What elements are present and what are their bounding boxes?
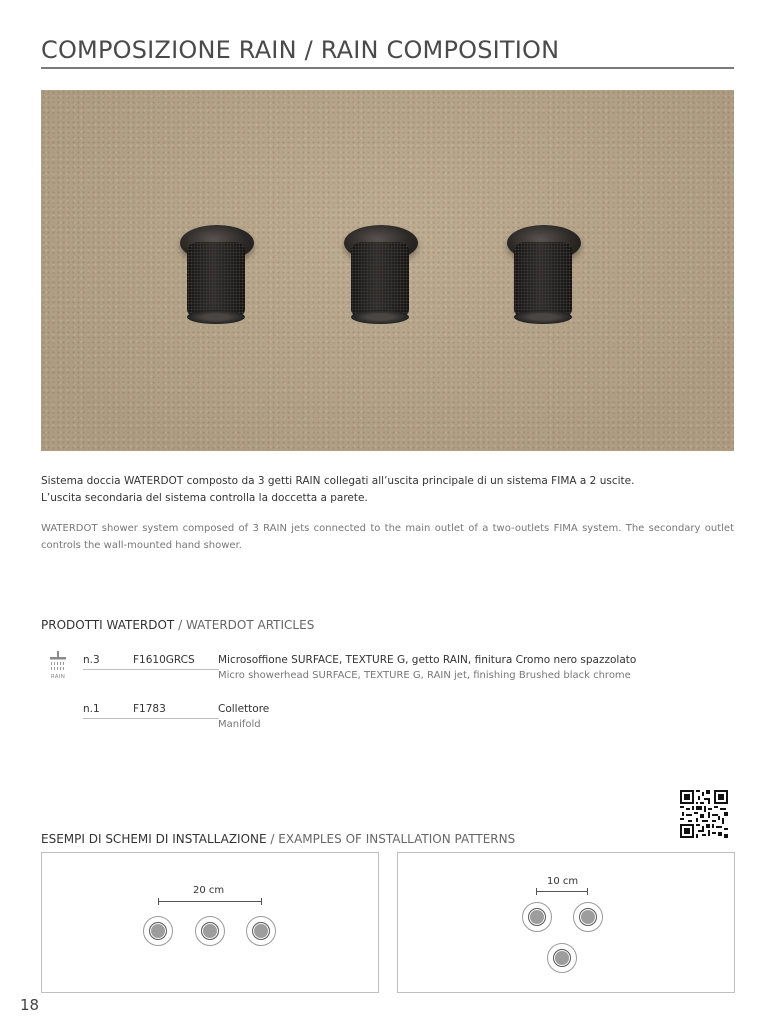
installation-heading-en: EXAMPLES OF INSTALLATION PATTERNS	[278, 832, 516, 846]
nozzle-symbol	[195, 916, 225, 946]
title-en: RAIN COMPOSITION	[320, 36, 560, 64]
nozzle-symbol	[573, 902, 603, 932]
nozzle-symbol	[246, 916, 276, 946]
installation-heading	[41, 832, 515, 846]
products-heading-en: WATERDOT ARTICLES	[185, 618, 315, 632]
dimension-label: 10 cm	[547, 876, 579, 887]
qr-code[interactable]	[680, 790, 728, 838]
installation-heading-separator: /	[266, 832, 279, 846]
description-italian	[41, 473, 734, 507]
description-it-line: Sistema doccia WATERDOT composto da 3 getti RAIN collegati all’uscita principale di un sistema FIMA a 2 uscite.	[41, 475, 635, 487]
installation-pattern-row	[41, 852, 379, 993]
nozzle-symbol	[547, 943, 577, 973]
shower-jet	[178, 225, 256, 325]
page-number: 18	[20, 996, 40, 1014]
dimension-label: 20 cm	[193, 885, 225, 896]
nozzle-symbol	[522, 902, 552, 932]
article-code: F1783	[133, 703, 219, 719]
dimension-line	[536, 891, 588, 892]
nozzle-symbol	[143, 916, 173, 946]
article-name-it: Microsoffione SURFACE, TEXTURE G, getto RAIN, finitura Cromo nero spazzolato	[218, 654, 637, 666]
description-english: WATERDOT shower system composed of 3 RAIN jets connected to the main outlet of a two-outlets FIMA system. The secondary outlet controls the wall-mounted hand shower.	[41, 523, 734, 551]
article-row	[41, 654, 734, 694]
products-heading	[41, 618, 314, 632]
dimension-line	[158, 901, 262, 902]
article-row	[41, 703, 734, 743]
product-photo	[41, 90, 734, 451]
description-it-line: L’uscita secondaria del sistema controlla la doccetta a parete.	[41, 492, 368, 504]
installation-pattern-triangle	[397, 852, 735, 993]
article-name-it: Collettore	[218, 703, 270, 715]
article-quantity: n.3	[83, 654, 133, 670]
rain-icon-label: RAIN	[50, 674, 66, 680]
title-separator: /	[296, 36, 321, 64]
article-code: F1610GRCS	[133, 654, 219, 670]
rain-shower-icon	[41, 650, 75, 684]
title-it: COMPOSIZIONE RAIN	[41, 36, 297, 64]
shower-jet	[342, 225, 420, 325]
article-name-en: Micro showerhead SURFACE, TEXTURE G, RAIN jet, finishing Brushed black chrome	[218, 670, 631, 681]
installation-heading-it: ESEMPI DI SCHEMI DI INSTALLAZIONE	[41, 832, 267, 846]
article-quantity: n.1	[83, 703, 133, 719]
products-heading-separator: /	[174, 618, 186, 632]
shower-jet	[505, 225, 583, 325]
page-title	[41, 36, 734, 64]
products-heading-it: PRODOTTI WATERDOT	[41, 618, 175, 632]
title-divider	[41, 67, 734, 69]
article-name-en: Manifold	[218, 719, 261, 730]
